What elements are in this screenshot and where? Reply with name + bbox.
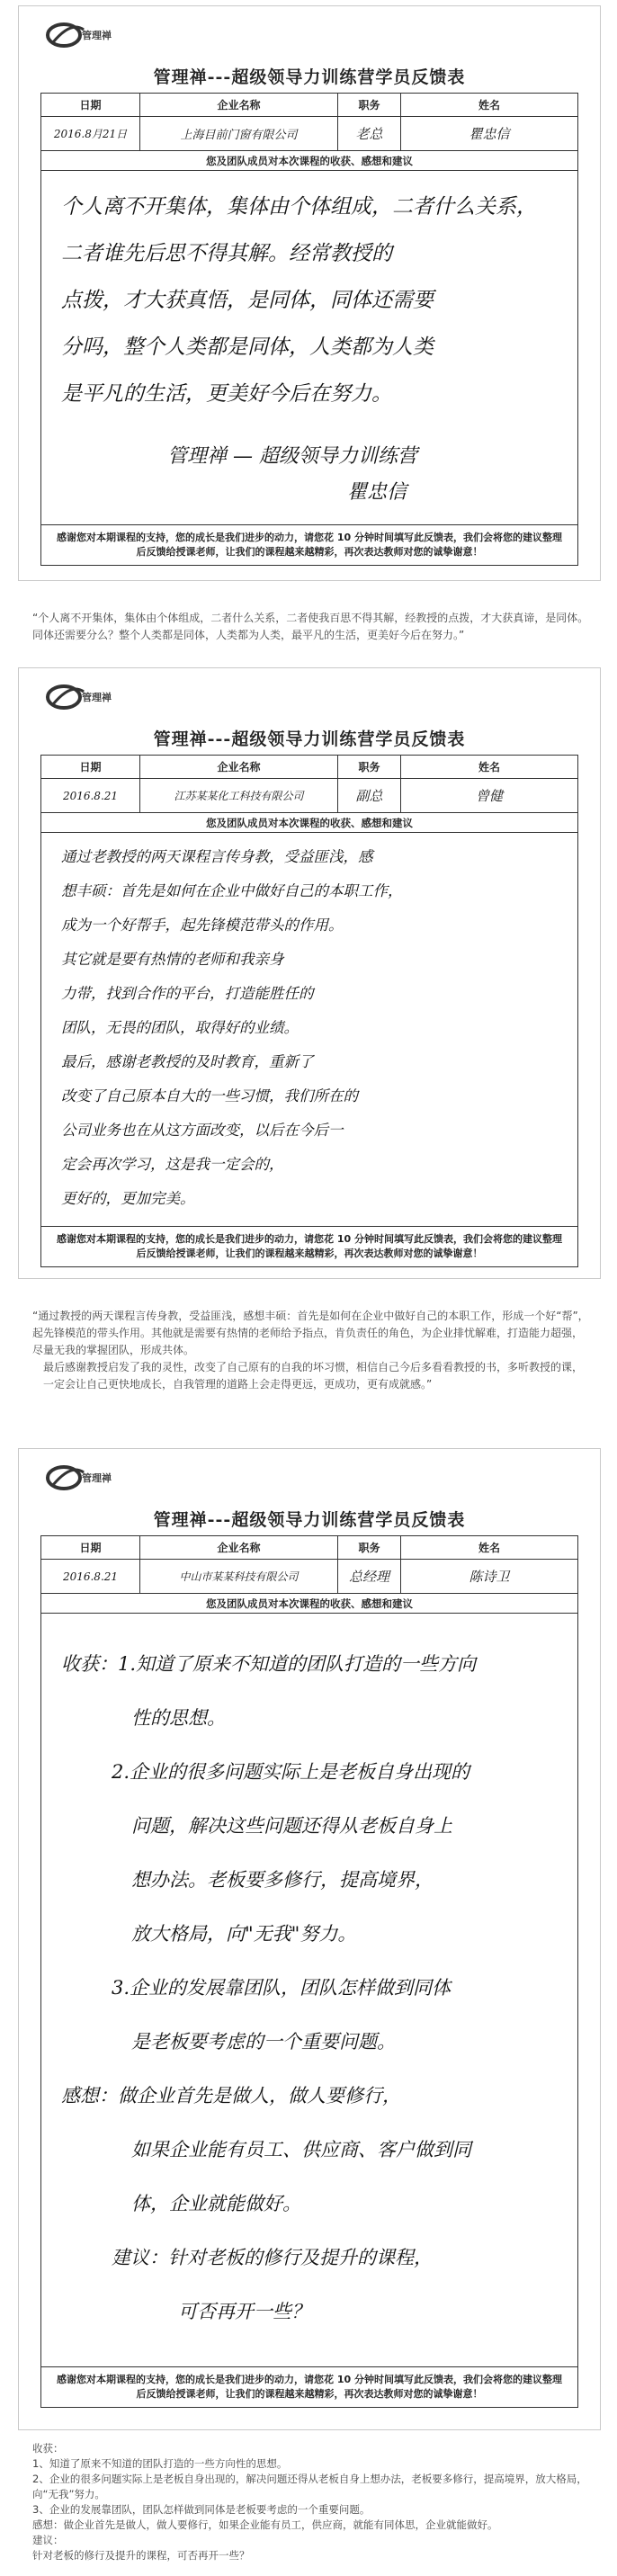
hand-line: 体，企业就能做好。: [131, 2193, 301, 2214]
cell-position: 总经理: [338, 1560, 401, 1593]
form-table: [40, 1535, 578, 2408]
brand-logo-icon: [44, 17, 125, 51]
hand-line: 如果企业能有员工、供应商、客户做到同: [131, 2139, 471, 2160]
thanks-note: 感谢您对本期课程的支持，您的成长是我们进步的动力，请您花 10 分钟时间填写此反馈表，我们会将您的建议整理后反馈给授课老师，让我们的课程越来越精彩，再次表达教师对您的诚挚谢意！: [57, 532, 562, 558]
transcript-paragraph: 最后感谢教授启发了我的灵性，改变了自己原有的自我的坏习惯，相信自己今后多看看教授的书，多听教授的课，一定会让自己更快地成长，自我管理的道路上会走得更远，更成功，更有成就感。”: [43, 1361, 584, 1391]
svg-text:管理禅: 管理禅: [82, 30, 112, 41]
header-position: 职务: [338, 94, 401, 116]
form-table: [40, 93, 578, 566]
feedback-form-1: [18, 5, 601, 581]
header-position: 职务: [338, 756, 401, 778]
hand-line: 最后，感谢老教授的及时教育，重新了: [61, 1053, 314, 1070]
hand-line: 分吗，整个人类都是同体，人类都为人类: [61, 335, 434, 359]
header-date: 日期: [41, 1536, 140, 1559]
form-title: 管理禅---超级领导力训练营学员反馈表: [153, 729, 466, 749]
cell-name: 瞿忠信: [469, 126, 510, 142]
hand-line: 是平凡的生活，更美好今后在努力。: [61, 382, 392, 406]
transcript-line: 1、知道了原来不知道的团队打造的一些方向性的思想。: [32, 2457, 288, 2470]
transcript-line: 3、企业的发展靠团队，团队怎样做到同体是老板要考虑的一个重要问题。: [32, 2503, 371, 2516]
hand-line: 想丰硕：首先是如何在企业中做好自己的本职工作，: [61, 882, 403, 899]
header-position: 职务: [338, 1536, 401, 1559]
hand-line: 团队，无畏的团队，取得好的业绩。: [61, 1019, 299, 1036]
hand-line: 成为一个好帮手，起先锋模范带头的作用。: [61, 917, 344, 934]
hand-line: 改变了自己原本自大的一些习惯，我们所在的: [61, 1087, 358, 1105]
hand-line: 建议：针对老板的修行及提升的课程，: [112, 2247, 433, 2268]
hand-line: 放大格局，向"无我"努力。: [131, 1923, 357, 1945]
header-company: 企业名称: [140, 756, 338, 778]
feedback-form-3: [18, 1448, 601, 2430]
header-company: 企业名称: [140, 94, 338, 116]
cell-name: 陈诗卫: [469, 1569, 510, 1585]
brand-logo-icon: [44, 679, 125, 713]
feedback-form-2: [18, 667, 601, 1279]
brand-logo-icon: [44, 1460, 125, 1494]
section-heading: 您及团队成员对本次课程的收获、感想和建议: [41, 813, 577, 833]
header-date: 日期: [41, 756, 140, 778]
header-company: 企业名称: [140, 1536, 338, 1559]
cell-name: 曾健: [475, 788, 503, 804]
cell-date: 2016.8月21日: [41, 117, 140, 150]
cell-date: 2016.8.21: [41, 1560, 140, 1593]
header-date: 日期: [41, 94, 140, 116]
section-heading: 您及团队成员对本次课程的收获、感想和建议: [41, 151, 577, 171]
hand-line: 是老板要考虑的一个重要问题。: [131, 2031, 396, 2053]
cell-company: 中山市某某科技有限公司: [140, 1560, 338, 1593]
cell-date: 2016.8.21: [41, 779, 140, 812]
handwritten-area: [41, 1614, 577, 2367]
transcript-line: 收获：: [32, 2442, 64, 2455]
hand-line: 感想：做企业首先是做人，做人要修行，: [61, 2085, 401, 2106]
svg-text:管理禅: 管理禅: [82, 692, 112, 703]
form-title: 管理禅---超级领导力训练营学员反馈表: [153, 1510, 466, 1530]
transcript-1: [32, 610, 590, 644]
transcript-line: 针对老板的修行及提升的课程，可否再开一些？: [32, 2549, 250, 2562]
handwritten-area: [41, 171, 577, 525]
transcript-line: 2、企业的很多问题实际上是老板自身出现的，解决问题还得从老板自身上想办法，老板要多修行，提高境界，放大格局，向“无我”努力。: [32, 2473, 587, 2500]
form-table: [40, 755, 578, 1267]
hand-line: 3.企业的发展靠团队，团队怎样做到同体: [112, 1977, 452, 1999]
hand-line: 更好的，更加完美。: [61, 1190, 195, 1207]
thanks-note: 感谢您对本期课程的支持，您的成长是我们进步的动力，请您花 10 分钟时间填写此反馈表，我们会将您的建议整理后反馈给授课老师，让我们的课程越来越精彩，再次表达教师对您的诚挚谢意！: [57, 1233, 562, 1259]
header-name: 姓名: [478, 99, 500, 112]
transcript-2: [32, 1308, 590, 1393]
hand-line: 公司业务也在从这方面改变，以后在今后一: [61, 1122, 344, 1139]
handwritten-area: [41, 833, 577, 1227]
transcript-paragraph: “个人离不开集体，集体由个体组成，二者什么关系，二者使我百思不得其解，经教授的点拨，才大获真谛，是同体。同体还需要分么？整个人类都是同体，人类都为人类，最平凡的生活，更美好今后在努力。”: [32, 612, 589, 641]
section-heading: 您及团队成员对本次课程的收获、感想和建议: [41, 1594, 577, 1614]
hand-line: 通过老教授的两天课程言传身教，受益匪浅，感: [61, 848, 373, 865]
svg-text:管理禅: 管理禅: [82, 1472, 112, 1484]
cell-company: 江苏某某化工科技有限公司: [140, 779, 338, 812]
hand-line: 收获：1.知道了原来不知道的团队打造的一些方向: [61, 1653, 477, 1675]
hand-line: 2.企业的很多问题实际上是老板自身出现的: [112, 1761, 470, 1783]
cell-position: 副总: [338, 779, 401, 812]
hand-line: 二者谁先后思不得其解。经常教授的: [61, 242, 392, 265]
transcript-line: 建议：: [32, 2534, 64, 2546]
hand-line: 问题，解决这些问题还得从老板自身上: [131, 1815, 452, 1837]
header-name: 姓名: [478, 1542, 500, 1554]
hand-line: 可否再开一些？: [178, 2301, 310, 2322]
hand-line: 点拨，才大获真悟，是同体，同体还需要: [61, 289, 434, 312]
hand-line: 性的思想。: [131, 1707, 226, 1729]
form-title: 管理禅---超级领导力训练营学员反馈表: [153, 67, 466, 87]
hand-line: 想办法。老板要多修行，提高境界，: [131, 1869, 434, 1891]
hand-line: 个人离不开集体，集体由个体组成，二者什么关系，: [61, 195, 537, 219]
transcript-3: [32, 2441, 590, 2563]
hand-line: 力带，找到合作的平台，打造能胜任的: [61, 985, 314, 1002]
signature-name: 瞿忠信: [347, 481, 407, 504]
thanks-note: 感谢您对本期课程的支持，您的成长是我们进步的动力，请您花 10 分钟时间填写此反馈表，我们会将您的建议整理后反馈给授课老师，让我们的课程越来越精彩，再次表达教师对您的诚挚谢意！: [57, 2374, 562, 2400]
cell-position: 老总: [338, 117, 401, 150]
cell-company: 上海目前门窗有限公司: [140, 117, 338, 150]
transcript-line: 感想：做企业首先是做人，做人要修行，如果企业能有员工，供应商，就能有同体思，企业就能做好。: [32, 2518, 498, 2531]
signature-line: 管理禅 — 超级领导力训练营: [167, 445, 417, 468]
transcript-paragraph: “通过教授的两天课程言传身教，受益匪浅，感想丰硕：首先是如何在企业中做好自己的本职工作，形成一个好“帮”，起先锋模范的带头作用。其他就是需要有热情的老师给予指点，肯负责任的角色，为企业排忧解难，打造能力超强，尽量无我的掌握团队，形成共体。: [32, 1310, 589, 1356]
hand-line: 定会再次学习，这是我一定会的，: [61, 1156, 284, 1173]
header-name: 姓名: [478, 761, 500, 774]
hand-line: 其它就是要有热情的老师和我亲身: [61, 951, 284, 968]
